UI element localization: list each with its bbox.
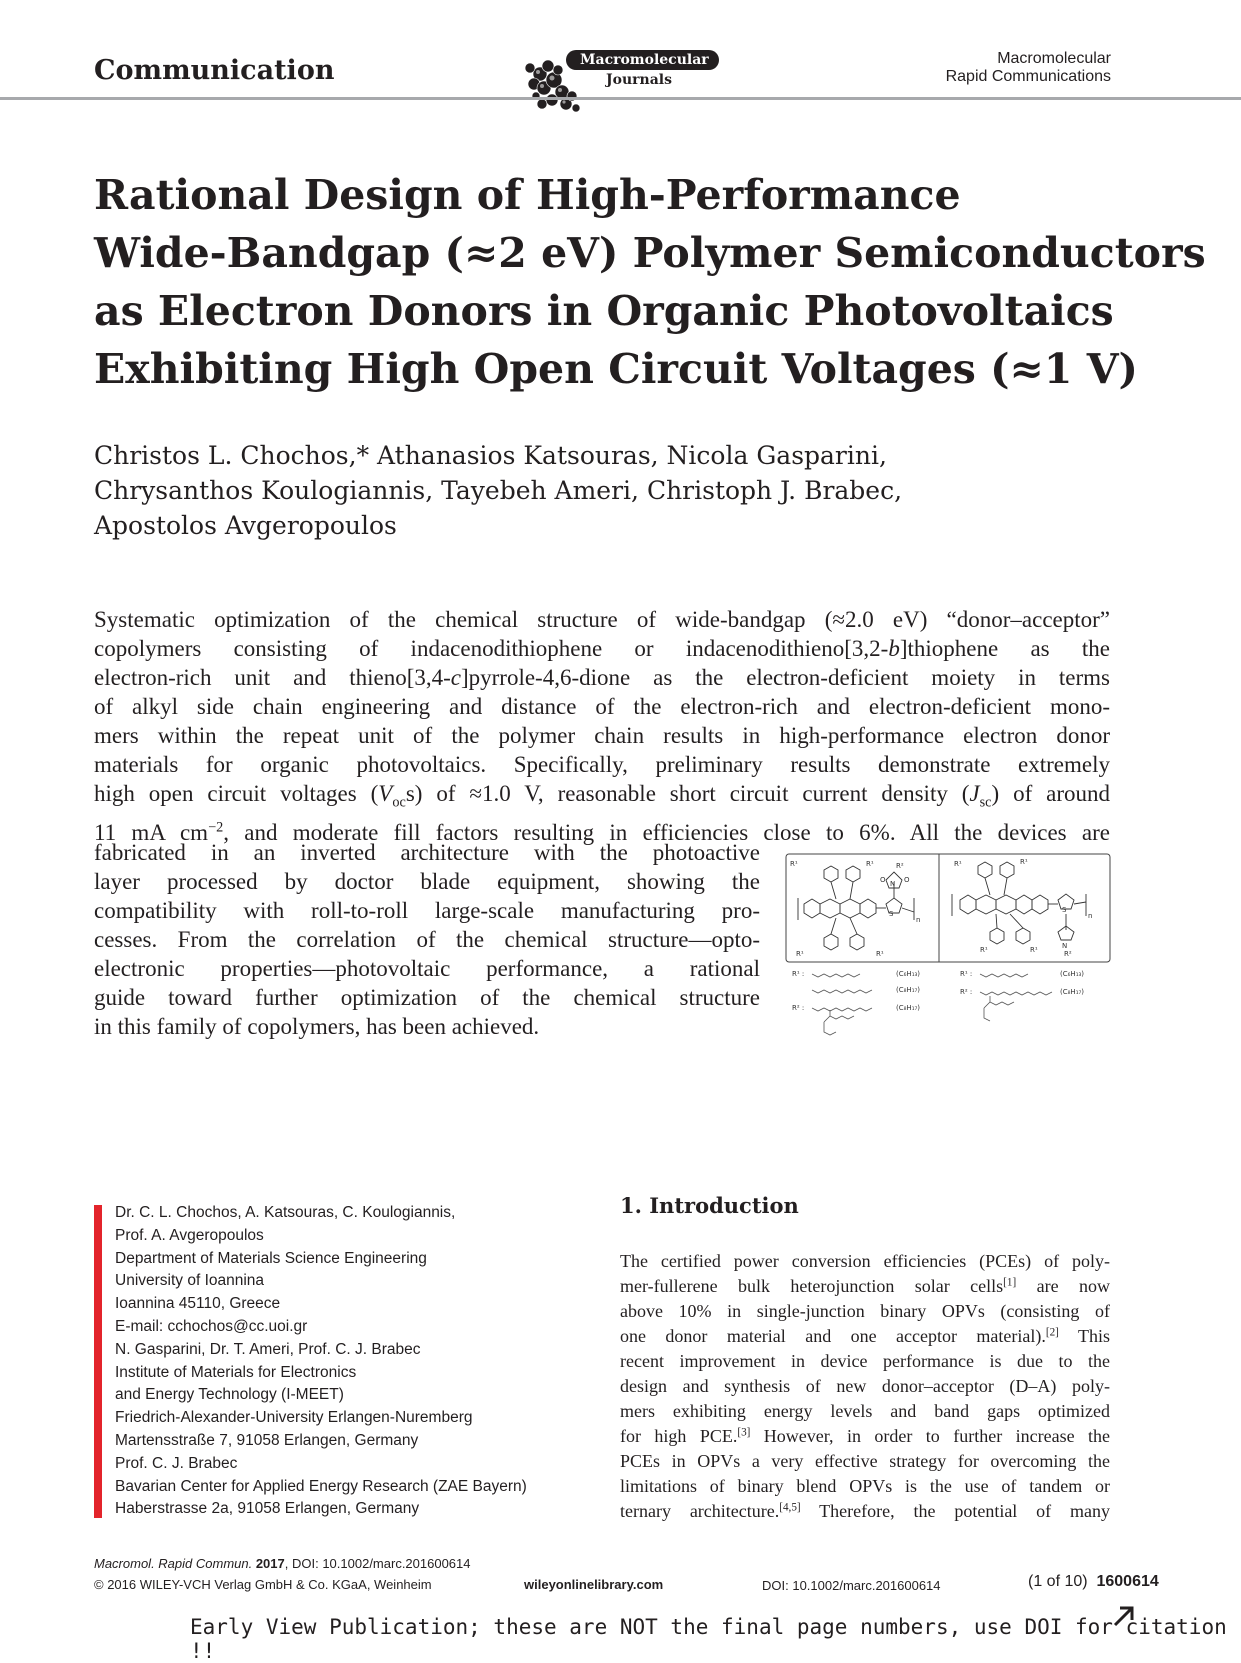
affiliation-email[interactable]: E-mail: cchochos@cc.uoi.gr [115, 1317, 308, 1335]
toc-label: R² : [792, 1004, 805, 1012]
footer-citation: Macromol. Rapid Commun. 2017, DOI: 10.1002/marc.201600614 [94, 1556, 471, 1571]
article-title [94, 166, 1206, 398]
toc-label: O [880, 876, 886, 884]
toc-label: R² [1064, 950, 1072, 958]
toc-label: R¹ [796, 950, 804, 958]
abstract-line: fabricated in an inverted architecture with the photoactive [94, 840, 760, 865]
abstract-line: materials for organic photovoltaics. Specifically, preliminary results demonstrate extremely [94, 752, 1110, 777]
toc-label: R¹ : [960, 970, 973, 978]
affiliation-line: Martensstraße 7, 91058 Erlangen, Germany [115, 1431, 419, 1449]
toc-label: n [916, 916, 921, 924]
citation-link[interactable]: [1] [1003, 1276, 1017, 1289]
toc-label: (C₆H₁₃) [896, 970, 921, 978]
intro-line: mers exhibiting energy levels and band gaps optimized [620, 1401, 1110, 1421]
toc-label: R² [896, 862, 904, 870]
affiliation-line: Department of Materials Science Engineering [115, 1249, 427, 1267]
toc-label: R¹ [866, 860, 874, 868]
page-number: (1 of 10) 1600614 [1028, 1573, 1159, 1590]
early-view-notice: Early View Publication; these are NOT the final page numbers, use DOI for citation !! [190, 1615, 1227, 1663]
citation-link[interactable]: [4,5] [779, 1501, 801, 1514]
intro-line: The certified power conversion efficiencies (PCEs) of poly- [620, 1251, 1110, 1271]
toc-label: R¹ : [792, 970, 805, 978]
journal-logo [522, 40, 709, 118]
intro-line: for high PCE.[3] However, in order to further increase the [620, 1426, 1110, 1446]
affiliation-line: N. Gasparini, Dr. T. Ameri, Prof. C. J. Brabec [115, 1340, 421, 1358]
toc-label: R¹ [1020, 858, 1028, 866]
abstract-line: high open circuit voltages $(V_{oc}s)$ of ≈1.0 V, reasonable short circuit current density $(J_{sc})$ of around [94, 781, 1111, 811]
toc-label: S [1062, 906, 1067, 914]
toc-label: n [1088, 912, 1093, 920]
header-rule [0, 97, 1241, 100]
logo-title: Macromolecular [566, 50, 719, 70]
toc-label: R¹ [954, 860, 962, 868]
journal-name-line2: Rapid Communications [945, 68, 1111, 85]
intro-line: mer-fullerene bulk heterojunction solar cells[1] are now [620, 1276, 1110, 1296]
affiliations [115, 1202, 565, 1521]
title-line: Rational Design of High-Performance [94, 171, 961, 219]
citation-link[interactable]: [3] [737, 1426, 751, 1439]
toc-label: N [1062, 942, 1068, 950]
journal-name [946, 50, 1111, 86]
intro-line: ternary architecture.[4,5] Therefore, the potential of many [620, 1501, 1111, 1521]
toc-label: R¹ [876, 950, 884, 958]
title-line: as Electron Donors in Organic Photovoltaics [94, 287, 1114, 335]
toc-label: (C₈H₁₇) [896, 986, 921, 994]
affiliation-accent-bar [94, 1205, 102, 1518]
abstract-line: electronic properties—photovoltaic performance, a rational [94, 956, 760, 981]
author-list [94, 438, 1094, 543]
toc-graphic [784, 852, 1112, 1048]
external-link-arrow-icon[interactable] [1112, 1604, 1136, 1628]
affiliation-line: Ioannina 45110, Greece [115, 1295, 281, 1313]
toc-label: R¹ [980, 946, 988, 954]
toc-label: R¹ [1030, 946, 1038, 954]
abstract-line: copolymers consisting of indacenodithiophene or indacenodithieno[3,2-b]thiophene as the [94, 636, 1110, 661]
affiliation-line: Prof. C. J. Brabec [115, 1454, 238, 1472]
affiliation-line: Bavarian Center for Applied Energy Research (ZAE Bayern) [115, 1477, 527, 1495]
intro-line: PCEs in OPVs a very effective strategy for overcoming the [620, 1451, 1110, 1471]
intro-body [620, 1249, 1110, 1524]
intro-line: limitations of binary blend OPVs is the use of tandem or [620, 1476, 1110, 1496]
affiliation-line: Institute of Materials for Electronics [115, 1363, 357, 1381]
abstract-line: cesses. From the correlation of the chemical structure—opto- [94, 927, 760, 952]
footer-doi: DOI: 10.1002/marc.201600614 [762, 1578, 941, 1593]
abstract-line: compatibility with roll-to-roll large-scale manufacturing pro- [94, 898, 760, 923]
toc-label: R² : [960, 988, 973, 996]
toc-label: R¹ [790, 860, 798, 868]
affiliation-line: University of Ioannina [115, 1272, 265, 1290]
author-line: Christos L. Chochos,* Athanasios Katsouras, Nicola Gasparini, [94, 441, 887, 470]
toc-label: N [890, 880, 896, 888]
abstract-line: of alkyl side chain engineering and distance of the electron-rich and electron-deficient mono- [94, 694, 1110, 719]
abstract-line: mers within the repeat unit of the polymer chain results in high-performance electron donor [94, 723, 1110, 748]
affiliation-line: Dr. C. L. Chochos, A. Katsouras, C. Koulogiannis, [115, 1204, 456, 1221]
intro-line: above 10% in single-junction binary OPVs (consisting of [620, 1301, 1110, 1321]
footer-url-link[interactable]: wileyonlinelibrary.com [524, 1577, 664, 1592]
affiliation-line: Prof. A. Avgeropoulos [115, 1226, 264, 1244]
author-line: Apostolos Avgeropoulos [94, 511, 397, 540]
title-line: Wide-Bandgap (≈2 eV) Polymer Semiconductors [94, 229, 1206, 277]
toc-label: O [904, 876, 910, 884]
title-line: Exhibiting High Open Circuit Voltages (≈1 V) [94, 345, 1138, 393]
toc-label: (C₆H₁₃) [1060, 970, 1085, 978]
citation-link[interactable]: [2] [1045, 1326, 1059, 1339]
abstract-line: layer processed by doctor blade equipment, showing the [94, 869, 760, 894]
abstract-continued [94, 838, 760, 1041]
affiliation-line: Haberstrasse 2a, 91058 Erlangen, Germany [115, 1500, 420, 1518]
footer-copyright: © 2016 WILEY-VCH Verlag GmbH & Co. KGaA, Weinheim [94, 1577, 432, 1592]
intro-line: one donor material and one acceptor material).[2] This [620, 1326, 1110, 1346]
intro-heading: 1. Introduction [620, 1193, 799, 1218]
affiliation-line: Friedrich-Alexander-University Erlangen-Nuremberg [115, 1409, 473, 1427]
abstract-line: guide toward further optimization of the chemical structure [94, 985, 760, 1010]
journal-name-line1: Macromolecular [997, 50, 1111, 67]
abstract [94, 605, 1110, 847]
toc-label: (C₈H₁₇) [1060, 988, 1085, 996]
abstract-line: Systematic optimization of the chemical structure of wide-bandgap (≈2.0 eV) “donor–acceptor” [94, 607, 1110, 632]
affiliation-line: and Energy Technology (I-MEET) [115, 1386, 344, 1404]
intro-line: recent improvement in device performance is due to the [620, 1351, 1110, 1371]
abstract-line: in this family of copolymers, has been achieved. [94, 1014, 540, 1039]
logo-subtitle: Journals [606, 72, 672, 88]
section-label: Communication [94, 55, 335, 86]
abstract-line: 11 mA $cm^{-2}$, and moderate fill factors resulting in efficiencies close to 6%. All the devices are [94, 819, 1110, 845]
toc-label: (C₈H₁₇) [896, 1004, 921, 1012]
abstract-line: electron-rich unit and thieno[3,4-c]pyrrole-4,6-dione as the electron-deficient moiety in terms [94, 665, 1110, 690]
author-line: Chrysanthos Koulogiannis, Tayebeh Ameri, Christoph J. Brabec, [94, 476, 903, 505]
intro-line: design and synthesis of new donor–acceptor (D–A) poly- [620, 1376, 1110, 1396]
toc-label: S [889, 910, 894, 918]
